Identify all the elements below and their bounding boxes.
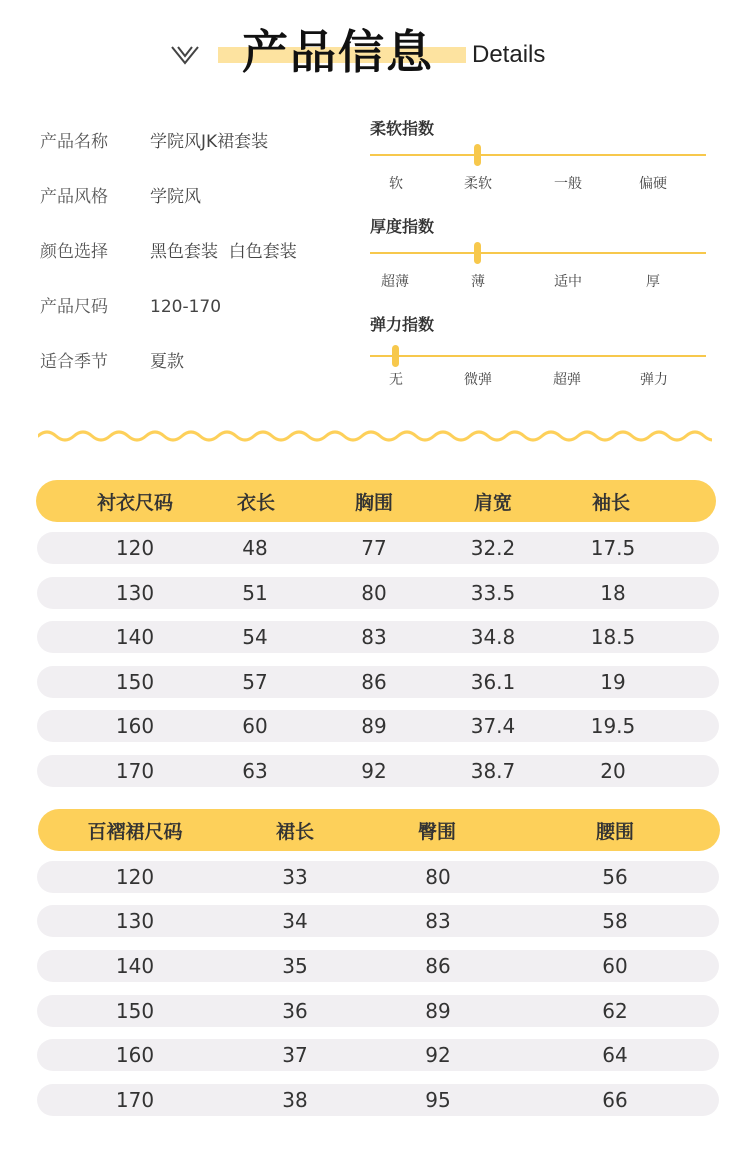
table-cell: 56 [602, 865, 628, 889]
table-cell: 33.5 [470, 581, 516, 605]
info-label: 产品风格 [40, 187, 108, 207]
table-cell: 18 [600, 581, 626, 605]
table-cell: 38 [282, 1088, 308, 1112]
info-value: 黑色套装 白色套装 [150, 242, 297, 262]
table-cell: 37 [282, 1043, 308, 1067]
info-value: 学院风JK裙套装 [150, 132, 269, 152]
table-cell: 37.4 [470, 714, 516, 738]
index-label: 厚 [646, 274, 660, 290]
table-cell: 36.1 [470, 670, 516, 694]
elasticity-index [370, 314, 706, 394]
table-cell: 60 [242, 714, 268, 738]
table-row [37, 577, 719, 609]
table-cell: 51 [242, 581, 268, 605]
table-header [36, 480, 716, 522]
table-cell: 120 [115, 536, 155, 560]
table-cell: 19.5 [590, 714, 636, 738]
softness-index [370, 118, 706, 198]
table-cell: 64 [602, 1043, 628, 1067]
table-row [37, 666, 719, 698]
info-label: 产品尺码 [40, 297, 108, 317]
info-label: 适合季节 [40, 352, 108, 372]
table-cell: 66 [602, 1088, 628, 1112]
column-header: 肩宽 [473, 491, 512, 514]
double-chevron-down-icon [170, 44, 200, 66]
table-cell: 60 [602, 954, 628, 978]
table-row [37, 710, 719, 742]
info-value: 120-170 [150, 297, 222, 317]
table-cell: 32.2 [470, 536, 516, 560]
table-cell: 130 [115, 581, 155, 605]
index-track [370, 252, 706, 254]
index-label: 超薄 [381, 274, 409, 290]
table-cell: 63 [242, 759, 268, 783]
table-cell: 130 [115, 909, 155, 933]
table-row [37, 1084, 719, 1116]
index-title: 弹力指数 [370, 315, 435, 334]
table-cell: 160 [115, 1043, 155, 1067]
table-row [37, 532, 719, 564]
table-cell: 58 [602, 909, 628, 933]
index-label: 超弹 [553, 372, 581, 388]
index-label: 弹力 [640, 372, 668, 388]
table-row [37, 995, 719, 1027]
table-row [37, 861, 719, 893]
page-title: 产品信息 [242, 25, 434, 79]
table-cell: 80 [425, 865, 451, 889]
table-cell: 92 [425, 1043, 451, 1067]
table-row [37, 1039, 719, 1071]
table-row [37, 905, 719, 937]
table-cell: 80 [361, 581, 387, 605]
table-cell: 48 [242, 536, 268, 560]
table-cell: 83 [361, 625, 387, 649]
table-cell: 160 [115, 714, 155, 738]
column-header: 衬衣尺码 [96, 491, 173, 514]
index-label: 适中 [554, 274, 582, 290]
table-cell: 38.7 [470, 759, 516, 783]
table-cell: 62 [602, 999, 628, 1023]
table-cell: 33 [282, 865, 308, 889]
wave-divider [38, 426, 712, 446]
column-header: 衣长 [236, 491, 275, 514]
table-cell: 18.5 [590, 625, 636, 649]
table-cell: 140 [115, 625, 155, 649]
column-header: 臀围 [417, 820, 456, 843]
index-label: 薄 [471, 274, 485, 290]
table-cell: 170 [115, 1088, 155, 1112]
table-cell: 86 [361, 670, 387, 694]
table-cell: 120 [115, 865, 155, 889]
info-label: 颜色选择 [40, 242, 108, 262]
column-header: 胸围 [354, 491, 393, 514]
index-title: 柔软指数 [370, 119, 435, 138]
info-value: 学院风 [150, 187, 201, 207]
info-label: 产品名称 [40, 132, 108, 152]
table-row [37, 950, 719, 982]
table-row [37, 755, 719, 787]
index-title: 厚度指数 [370, 217, 435, 236]
table-cell: 35 [282, 954, 308, 978]
table-cell: 170 [115, 759, 155, 783]
column-header: 百褶裙尺码 [87, 820, 183, 843]
table-cell: 36 [282, 999, 308, 1023]
table-cell: 83 [425, 909, 451, 933]
index-label: 微弹 [464, 372, 492, 388]
table-cell: 57 [242, 670, 268, 694]
index-knob [392, 345, 399, 367]
table-row [37, 621, 719, 653]
index-label: 软 [389, 176, 403, 192]
index-label: 偏硬 [639, 176, 667, 192]
index-label: 无 [389, 372, 403, 388]
section-header [0, 0, 750, 100]
table-cell: 17.5 [590, 536, 636, 560]
table-cell: 34.8 [470, 625, 516, 649]
table-cell: 95 [425, 1088, 451, 1112]
table-cell: 86 [425, 954, 451, 978]
thickness-index [370, 216, 706, 296]
table-cell: 140 [115, 954, 155, 978]
info-value: 夏款 [150, 352, 184, 372]
column-header: 裙长 [275, 820, 314, 843]
index-knob [474, 144, 481, 166]
table-cell: 54 [242, 625, 268, 649]
column-header: 腰围 [595, 820, 634, 843]
index-label: 一般 [554, 176, 582, 192]
table-cell: 150 [115, 670, 155, 694]
index-label: 柔软 [464, 176, 492, 192]
table-cell: 92 [361, 759, 387, 783]
table-cell: 77 [361, 536, 387, 560]
table-cell: 20 [600, 759, 626, 783]
table-cell: 89 [425, 999, 451, 1023]
table-cell: 150 [115, 999, 155, 1023]
index-track [370, 355, 706, 357]
column-header: 袖长 [591, 491, 630, 514]
table-cell: 34 [282, 909, 308, 933]
table-cell: 89 [361, 714, 387, 738]
table-cell: 19 [600, 670, 626, 694]
page-subtitle: Details [472, 41, 546, 68]
index-track [370, 154, 706, 156]
index-knob [474, 242, 481, 264]
table-header [38, 809, 720, 851]
